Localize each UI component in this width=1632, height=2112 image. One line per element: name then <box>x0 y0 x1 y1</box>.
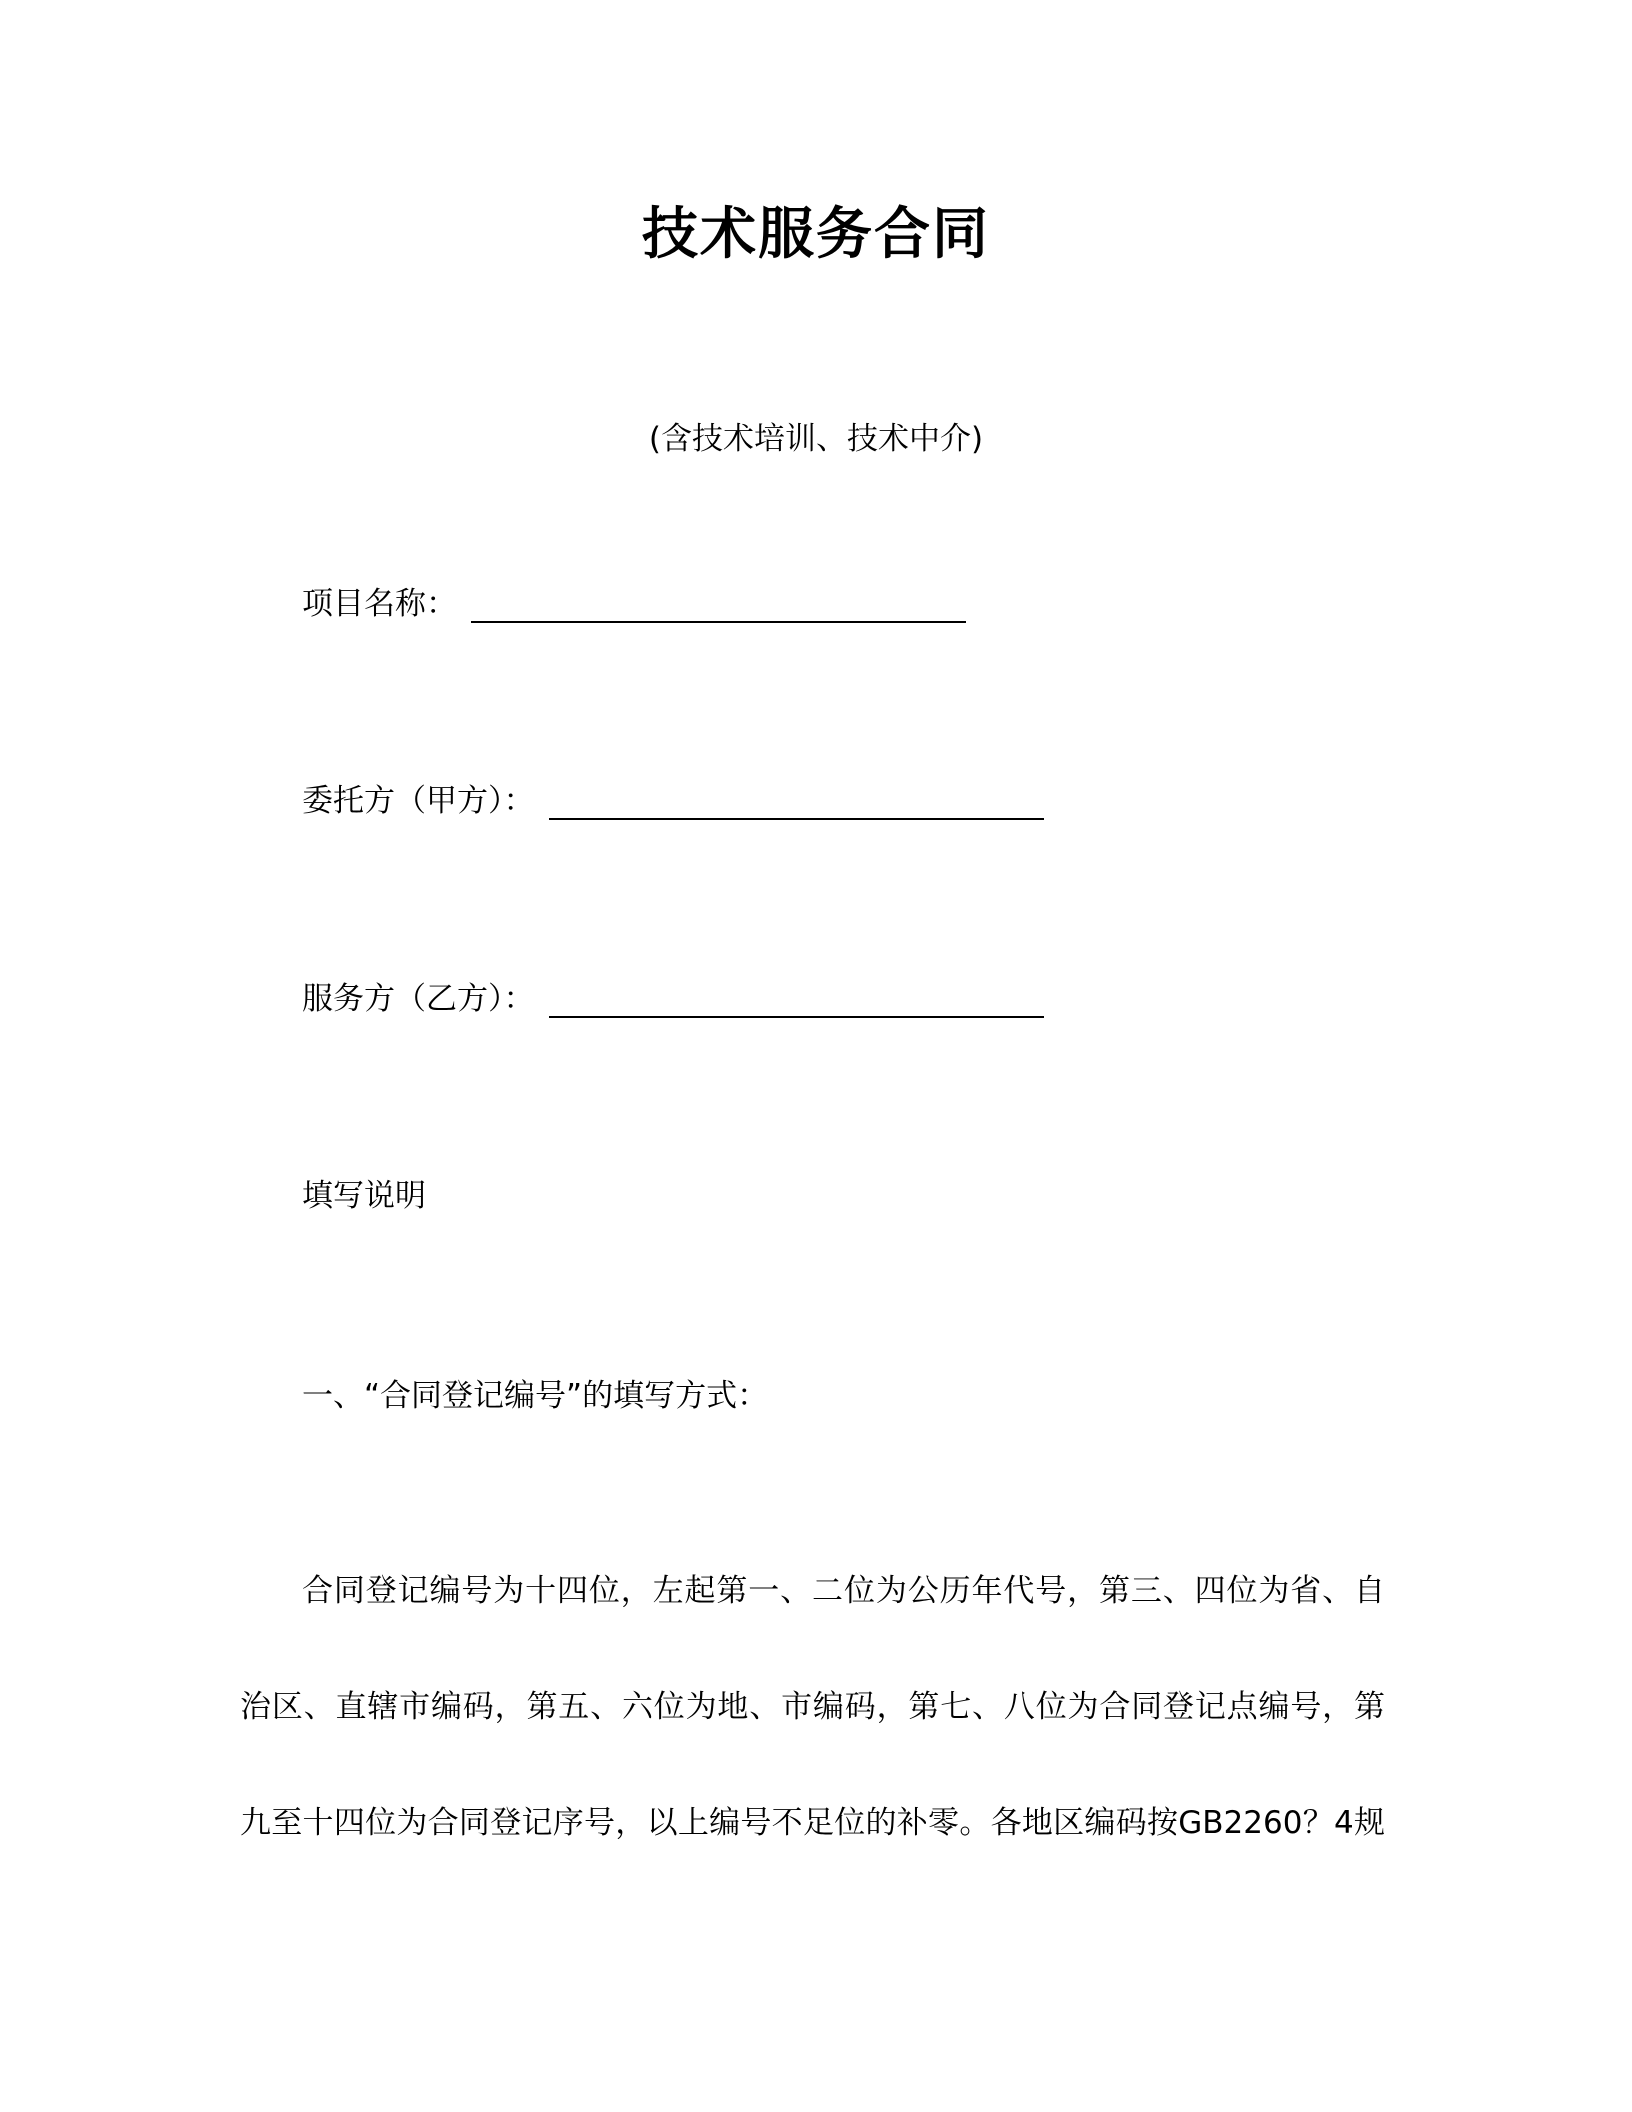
paragraph-line-2: 治区、直辖市编码，第五、六位为地、市编码，第七、八位为合同登记点编号，第 <box>240 1689 1385 1725</box>
paragraph-line-1: 合同登记编号为十四位，左起第一、二位为公历年代号，第三、四位为省、自 <box>302 1573 1385 1609</box>
client-party-a-field <box>302 780 1044 822</box>
document-title: 技术服务合同 <box>642 202 990 267</box>
project-name-field <box>302 583 966 625</box>
paragraph-line-3: 九至十四位为合同登记序号，以上编号不足位的补零。各地区编码按GB2260？4规 <box>240 1805 1385 1841</box>
registration-number-heading: 一、“合同登记编号”的填写方式： <box>302 1378 769 1414</box>
instructions-heading: 填写说明 <box>302 1178 426 1214</box>
project-name-label: 项目名称： <box>302 586 457 622</box>
project-name-blank-line[interactable] <box>471 601 966 623</box>
client-party-a-blank-line[interactable] <box>549 798 1044 820</box>
document-subtitle: (含技术培训、技术中介) <box>648 421 984 457</box>
service-party-b-field <box>302 978 1044 1020</box>
service-party-b-blank-line[interactable] <box>549 996 1044 1018</box>
client-party-a-label: 委托方（甲方）： <box>302 783 535 819</box>
service-party-b-label: 服务方（乙方）： <box>302 981 535 1017</box>
